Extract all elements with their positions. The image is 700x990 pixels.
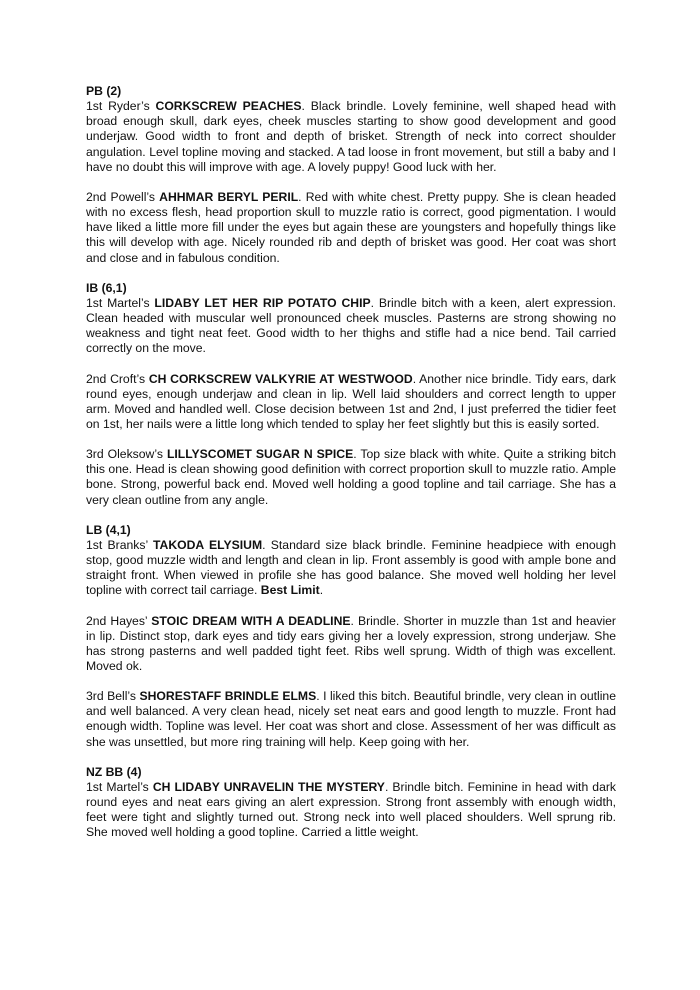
exhibitor: 3rd Bell’s [86, 689, 140, 704]
critique-text: . Top size black with white. Quite a striking bitch this one. Head is clean showing good definition with correct proportion skull to muzzle ratio. Ample bone. Strong, powerful back end. Moved well holding a good topline and tail carriage. She has a very clean outline from any angle. [86, 447, 616, 507]
critique-text: . Standard size black brindle. Feminine headpiece with enough stop, good muzzle width and length and clean in lip. Front assembly is good with ample bone and straight front. When viewed in profile she has good balance. She moved well holding her level topline with correct tail carriage. [86, 537, 616, 598]
class-heading: PB (2) [86, 84, 122, 98]
dog-name: SHORESTAFF BRINDLE ELMS [139, 689, 317, 704]
award-label: Best Limit [260, 583, 320, 598]
exhibitor: 1st Martel’s [86, 779, 153, 794]
exhibitor: 1st Martel’s [86, 295, 155, 310]
placing-entry [86, 614, 616, 675]
placing-entry [86, 447, 616, 508]
placing-entry [86, 372, 616, 433]
placing-entry [86, 780, 616, 841]
placing-entry [86, 689, 616, 750]
exhibitor: 2nd Hayes’ [86, 613, 152, 628]
dog-name: CH LIDABY UNRAVELIN THE MYSTERY [152, 779, 385, 794]
critique-text: . Brindle bitch with a keen, alert expression. Clean headed with muscular well pronounced cheek muscles. Pasterns are strong showing no weakness and tight neat feet. Good width to her thighs and stifle had a nice bend. Tail carried correctly on the move. [86, 295, 616, 356]
class-heading: IB (6,1) [86, 280, 127, 295]
exhibitor: 1st Ryder’s [86, 99, 156, 114]
critique-text: . I liked this bitch. Beautiful brindle, very clean in outline and well balanced. A very clean head, nicely set neat ears and good length to muzzle. Front had enough width. Topline was level. Her coat was short and close. Assessment of her was difficult as she was unsettled, but more ring training will help. Keep going with her. [86, 689, 616, 749]
dog-name: TAKODA ELYSIUM [153, 537, 263, 552]
placing-entry [86, 538, 616, 599]
placing-entry [86, 99, 616, 175]
class-heading: LB (4,1) [86, 522, 131, 537]
critique-text: . Black brindle. Lovely feminine, well shaped head with broad enough skull, dark eyes, cheek muscles starting to show good development and good underjaw. Good width to front and depth of brisket. Strength of neck into correct shoulder angulation. Level topline moving and stacked. A tad loose in front movement, but still a baby and I have no doubt this will improve with age. A lovely puppy! Good luck with her. [86, 99, 616, 174]
exhibitor: 2nd Powell’s [86, 189, 160, 204]
exhibitor: 3rd Oleksow’s [86, 447, 167, 462]
critique-document [86, 84, 616, 856]
placing-entry [86, 296, 616, 357]
dog-name: CORKSCREW PEACHES [155, 99, 302, 114]
critique-text: . Another nice brindle. Tidy ears, dark round eyes, enough underjaw and clean in lip. Well laid shoulders and correct length to upper arm. Moved and handled well. Close decision between 1st and 2nd, I just preferred the tidier feet on 1st, her nails were a little long which tended to splay her feet slightly but this is easily sorted. [86, 371, 616, 431]
critique-text: . Brindle. Shorter in muzzle than 1st and heavier in lip. Distinct stop, dark eyes and tidy ears giving her a lovely expression, strong underjaw. She has strong pasterns and well padded tight feet. Ribs well sprung. Width of thigh was excellent. Moved ok. [86, 613, 616, 673]
critique-text: . Brindle bitch. Feminine in head with dark round eyes and neat ears giving an alert expression. Strong front assembly with enough width, feet were tight and slightly turned out. Strong neck into well placed shoulders. Well sprung rib. She moved well holding a good topline. Carried a little weight. [86, 779, 617, 840]
critique-tail: . [319, 583, 324, 598]
dog-name: AHHMAR BERYL PERIL [159, 189, 299, 204]
section-lb [86, 523, 616, 750]
dog-name: CH CORKSCREW VALKYRIE AT WESTWOOD [148, 371, 413, 386]
placing-entry [86, 190, 616, 266]
dog-name: LIDABY LET HER RIP POTATO CHIP [154, 295, 371, 310]
class-heading: NZ BB (4) [86, 764, 142, 779]
exhibitor: 1st Branks’ [86, 537, 153, 552]
dog-name: STOIC DREAM WITH A DEADLINE [151, 613, 351, 628]
section-nz-bb [86, 765, 616, 841]
dog-name: LILLYSCOMET SUGAR N SPICE [166, 447, 354, 462]
critique-text: . Red with white chest. Pretty puppy. She is clean headed with no excess flesh, head proportion skull to muzzle ratio is correct, good pigmentation. I would have liked a little more fill under the eyes but again these are youngsters and hopefully things like this will develop with age. Nicely rounded rib and depth of brisket was good. Her coat was short and close and in fabulous condition. [86, 189, 616, 265]
section-ib [86, 281, 616, 508]
exhibitor: 2nd Croft’s [86, 371, 149, 386]
section-pb [86, 84, 616, 266]
